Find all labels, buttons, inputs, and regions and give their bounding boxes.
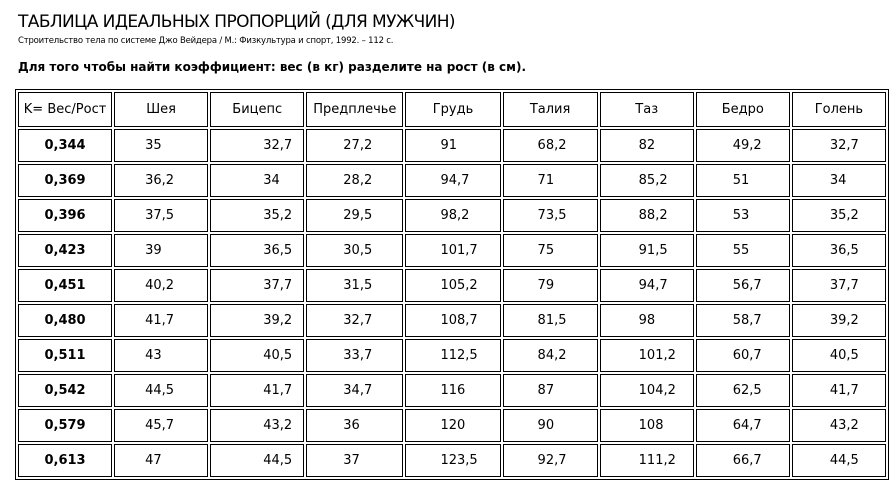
instruction-text: Для того чтобы найти коэффициент: вес (в кг) разделите на рост (в см). <box>18 60 527 74</box>
cell-waist: 71 <box>503 164 598 197</box>
cell-thigh: 51 <box>696 164 790 197</box>
cell-neck: 45,7 <box>114 409 208 442</box>
page-title: ТАБЛИЦА ИДЕАЛЬНЫХ ПРОПОРЦИЙ (ДЛЯ МУЖЧИН) <box>18 12 455 32</box>
cell-chest: 120 <box>405 409 500 442</box>
cell-waist: 75 <box>503 234 598 267</box>
cell-calf: 40,5 <box>792 339 886 372</box>
cell-chest: 98,2 <box>405 199 500 232</box>
cell-waist: 92,7 <box>503 444 598 477</box>
cell-neck: 36,2 <box>114 164 208 197</box>
cell-k-value: 0,423 <box>18 234 112 267</box>
table-row <box>18 374 886 407</box>
cell-forearm: 28,2 <box>306 164 403 197</box>
cell-k-value: 0,613 <box>18 444 112 477</box>
cell-waist: 68,2 <box>503 129 598 162</box>
cell-thigh: 64,7 <box>696 409 790 442</box>
cell-neck: 35 <box>114 129 208 162</box>
cell-biceps: 37,7 <box>210 269 304 302</box>
cell-waist: 87 <box>503 374 598 407</box>
cell-chest: 116 <box>405 374 500 407</box>
table-row <box>18 304 886 337</box>
cell-waist: 90 <box>503 409 598 442</box>
cell-thigh: 62,5 <box>696 374 790 407</box>
column-header-forearm: Предплечье <box>306 92 403 127</box>
cell-hips: 108 <box>600 409 694 442</box>
cell-chest: 105,2 <box>405 269 500 302</box>
column-header-calf: Голень <box>792 92 886 127</box>
cell-biceps: 43,2 <box>210 409 304 442</box>
cell-neck: 47 <box>114 444 208 477</box>
cell-calf: 37,7 <box>792 269 886 302</box>
cell-chest: 123,5 <box>405 444 500 477</box>
cell-k-value: 0,511 <box>18 339 112 372</box>
cell-forearm: 32,7 <box>306 304 403 337</box>
column-header-biceps: Бицепс <box>210 92 304 127</box>
cell-thigh: 55 <box>696 234 790 267</box>
cell-k-value: 0,579 <box>18 409 112 442</box>
cell-calf: 41,7 <box>792 374 886 407</box>
cell-k-value: 0,344 <box>18 129 112 162</box>
cell-calf: 35,2 <box>792 199 886 232</box>
cell-forearm: 33,7 <box>306 339 403 372</box>
cell-thigh: 60,7 <box>696 339 790 372</box>
cell-k-value: 0,542 <box>18 374 112 407</box>
cell-hips: 82 <box>600 129 694 162</box>
table-body <box>18 129 886 477</box>
column-header-k: K= Вес/Рост <box>18 92 112 127</box>
cell-waist: 84,2 <box>503 339 598 372</box>
cell-hips: 111,2 <box>600 444 694 477</box>
cell-neck: 37,5 <box>114 199 208 232</box>
cell-waist: 81,5 <box>503 304 598 337</box>
cell-biceps: 35,2 <box>210 199 304 232</box>
cell-k-value: 0,480 <box>18 304 112 337</box>
column-header-chest: Грудь <box>405 92 500 127</box>
cell-chest: 91 <box>405 129 500 162</box>
cell-neck: 44,5 <box>114 374 208 407</box>
cell-forearm: 36 <box>306 409 403 442</box>
cell-chest: 101,7 <box>405 234 500 267</box>
cell-forearm: 37 <box>306 444 403 477</box>
table-row <box>18 164 886 197</box>
column-header-thigh: Бедро <box>696 92 790 127</box>
cell-biceps: 44,5 <box>210 444 304 477</box>
cell-thigh: 49,2 <box>696 129 790 162</box>
table-row <box>18 339 886 372</box>
cell-hips: 94,7 <box>600 269 694 302</box>
cell-thigh: 53 <box>696 199 790 232</box>
cell-biceps: 41,7 <box>210 374 304 407</box>
cell-k-value: 0,369 <box>18 164 112 197</box>
cell-biceps: 36,5 <box>210 234 304 267</box>
table-row <box>18 269 886 302</box>
cell-calf: 32,7 <box>792 129 886 162</box>
cell-waist: 79 <box>503 269 598 302</box>
cell-waist: 73,5 <box>503 199 598 232</box>
cell-calf: 43,2 <box>792 409 886 442</box>
cell-neck: 41,7 <box>114 304 208 337</box>
cell-hips: 85,2 <box>600 164 694 197</box>
table-row <box>18 234 886 267</box>
table-row <box>18 129 886 162</box>
table-row <box>18 199 886 232</box>
cell-forearm: 29,5 <box>306 199 403 232</box>
cell-calf: 34 <box>792 164 886 197</box>
cell-calf: 39,2 <box>792 304 886 337</box>
table-row <box>18 444 886 477</box>
header-row <box>18 92 886 127</box>
cell-thigh: 58,7 <box>696 304 790 337</box>
cell-forearm: 27,2 <box>306 129 403 162</box>
cell-hips: 98 <box>600 304 694 337</box>
cell-biceps: 40,5 <box>210 339 304 372</box>
proportions-table <box>15 89 889 480</box>
cell-k-value: 0,396 <box>18 199 112 232</box>
cell-neck: 39 <box>114 234 208 267</box>
column-header-neck: Шея <box>114 92 208 127</box>
column-header-waist: Талия <box>503 92 598 127</box>
cell-hips: 88,2 <box>600 199 694 232</box>
table-row <box>18 409 886 442</box>
cell-biceps: 34 <box>210 164 304 197</box>
cell-forearm: 34,7 <box>306 374 403 407</box>
cell-chest: 112,5 <box>405 339 500 372</box>
cell-biceps: 32,7 <box>210 129 304 162</box>
cell-hips: 101,2 <box>600 339 694 372</box>
cell-thigh: 56,7 <box>696 269 790 302</box>
cell-neck: 43 <box>114 339 208 372</box>
cell-forearm: 31,5 <box>306 269 403 302</box>
cell-k-value: 0,451 <box>18 269 112 302</box>
cell-biceps: 39,2 <box>210 304 304 337</box>
cell-thigh: 66,7 <box>696 444 790 477</box>
cell-hips: 104,2 <box>600 374 694 407</box>
cell-chest: 108,7 <box>405 304 500 337</box>
cell-hips: 91,5 <box>600 234 694 267</box>
column-header-hips: Таз <box>600 92 694 127</box>
cell-forearm: 30,5 <box>306 234 403 267</box>
cell-neck: 40,2 <box>114 269 208 302</box>
cell-calf: 36,5 <box>792 234 886 267</box>
cell-calf: 44,5 <box>792 444 886 477</box>
cell-chest: 94,7 <box>405 164 500 197</box>
source-citation: Строительство тела по системе Джо Вейдера / М.: Физкультура и спорт, 1992. – 112 с. <box>18 36 394 46</box>
